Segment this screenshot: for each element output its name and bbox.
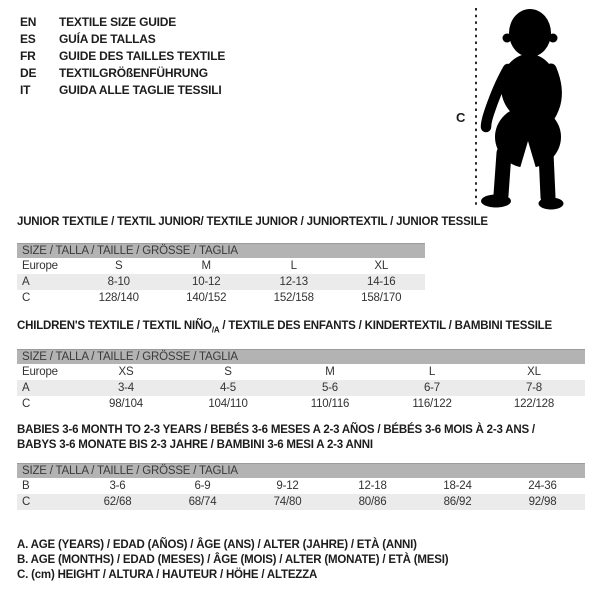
language-code: FR xyxy=(20,48,36,63)
babies-section xyxy=(17,423,585,510)
row-label: C xyxy=(22,291,31,304)
language-row-fr xyxy=(20,47,225,64)
table-row-age xyxy=(17,380,585,396)
babies-section-title-line1: BABIES 3-6 MONTH TO 2-3 YEARS / BEBÉS 3-6 MESES A 2-3 AÑOS / BÉBÉS 3-6 MOIS À 2-3 ANS / xyxy=(17,424,535,436)
table-row-height xyxy=(17,290,425,306)
age-cell: 6-7 xyxy=(423,381,441,394)
language-label: GUÍA DE TALLAS xyxy=(59,31,156,46)
height-cell: 116/122 xyxy=(412,397,452,410)
age-cell: 10-12 xyxy=(192,275,221,288)
children-size-header-bar: SIZE / TALLA / TAILLE / GRÖSSE / TAGLIA xyxy=(17,349,585,364)
age-cell: 6-9 xyxy=(194,480,211,492)
height-cell: 152/158 xyxy=(273,291,314,304)
height-cell: 62/68 xyxy=(103,496,132,508)
size-cell: XL xyxy=(527,365,541,378)
language-row-es xyxy=(20,30,225,47)
age-cell: 3-4 xyxy=(117,381,135,394)
height-label-c: C xyxy=(456,110,466,125)
junior-section xyxy=(17,215,488,306)
age-cell: 8-10 xyxy=(107,275,130,288)
age-cell: 4-5 xyxy=(219,381,237,394)
language-code: DE xyxy=(20,66,37,81)
junior-section-title: JUNIOR TEXTILE / TEXTIL JUNIOR/ TEXTILE JUNIOR / JUNIORTEXTIL / JUNIOR TESSILE xyxy=(17,216,488,228)
language-label: TEXTILE SIZE GUIDE xyxy=(59,14,177,29)
table-row-age-months xyxy=(17,478,585,494)
size-cell: M xyxy=(325,365,335,378)
height-figure xyxy=(452,5,592,212)
height-cell: 68/74 xyxy=(188,496,217,508)
language-label: TEXTILGRÖßENFÜHRUNG xyxy=(59,66,208,81)
row-label: Europe xyxy=(22,365,58,378)
toddler-body xyxy=(481,9,564,210)
age-cell: 14-16 xyxy=(367,275,396,288)
size-cell: XL xyxy=(374,259,389,272)
language-label: GUIDE DES TAILLES TEXTILE xyxy=(59,48,226,63)
children-section-title xyxy=(17,319,585,338)
children-section xyxy=(17,319,585,412)
title-part: CHILDREN'S TEXTILE / TEXTIL NIÑO xyxy=(17,320,212,332)
size-cell: S xyxy=(115,259,123,272)
age-cell: 24-36 xyxy=(528,480,557,492)
age-cell: 5-6 xyxy=(321,381,339,394)
language-label: GUIDA ALLE TAGLIE TESSILI xyxy=(59,83,222,98)
row-label: A xyxy=(22,275,30,288)
row-label: C xyxy=(22,397,31,410)
language-header xyxy=(20,13,225,99)
age-cell: 3-6 xyxy=(109,480,126,492)
language-code: IT xyxy=(20,83,31,98)
row-label: Europe xyxy=(22,259,58,272)
size-cell: L xyxy=(428,365,436,378)
age-cell: 9-12 xyxy=(276,480,299,492)
title-subscript: /A xyxy=(211,325,220,335)
height-cell: 110/116 xyxy=(310,397,350,410)
height-cell: 122/128 xyxy=(513,397,555,410)
height-cell: 92/98 xyxy=(528,496,557,508)
babies-section-title-line2: BABYS 3-6 MONATE BIS 2-3 JAHRE / BAMBINI 3-6 MESI A 2-3 ANNI xyxy=(17,438,373,451)
age-cell: 12-13 xyxy=(279,275,308,288)
babies-size-header-bar: SIZE / TALLA / TAILLE / GRÖSSE / TAGLIA xyxy=(17,463,585,478)
row-label: A xyxy=(22,381,30,394)
height-cell: 98/104 xyxy=(109,397,143,410)
table-row-europe xyxy=(17,364,585,380)
row-label: B xyxy=(22,480,30,492)
language-code: EN xyxy=(20,14,37,29)
table-row-age xyxy=(17,274,425,290)
language-row-en xyxy=(20,13,225,30)
title-part: / TEXTILE DES ENFANTS / KINDERTEXTIL / BAMBINI TESSILE xyxy=(219,320,552,332)
row-label: C xyxy=(22,496,31,508)
size-cell: S xyxy=(224,365,232,378)
size-cell: XS xyxy=(118,365,134,378)
size-cell: L xyxy=(290,259,297,272)
height-cell: 140/152 xyxy=(186,291,227,304)
height-cell: 128/140 xyxy=(98,291,139,304)
legend-notes xyxy=(17,538,448,584)
baby-silhouette-icon xyxy=(452,5,592,212)
height-cell: 86/92 xyxy=(443,496,472,508)
table-row-height xyxy=(17,396,585,412)
height-cell: 74/80 xyxy=(273,496,302,508)
age-cell: 12-18 xyxy=(358,480,387,492)
table-row-height xyxy=(17,494,585,510)
language-code: ES xyxy=(20,31,36,46)
language-row-de xyxy=(20,65,225,82)
note-age-months: B. AGE (MONTHS) / EDAD (MESES) / ÂGE (MOIS) / ALTER (MONATE) / ETÀ (MESI) xyxy=(17,554,449,567)
height-cell: 80/86 xyxy=(358,496,387,508)
language-row-it xyxy=(20,82,225,99)
age-cell: 7-8 xyxy=(525,381,543,394)
note-age-years: A. AGE (YEARS) / EDAD (AÑOS) / ÂGE (ANS) / ALTER (JAHRE) / ETÀ (ANNI) xyxy=(17,539,417,551)
table-row-europe xyxy=(17,258,425,274)
size-cell: M xyxy=(201,259,211,272)
junior-size-header-bar: SIZE / TALLA / TAILLE / GRÖSSE / TAGLIA xyxy=(17,243,425,258)
height-cell: 158/170 xyxy=(361,291,402,304)
note-height: C. (cm) HEIGHT / ALTURA / HAUTEUR / HÖHE / ALTEZZA xyxy=(17,569,318,582)
height-cell: 104/110 xyxy=(208,397,248,410)
age-cell: 18-24 xyxy=(443,480,472,492)
